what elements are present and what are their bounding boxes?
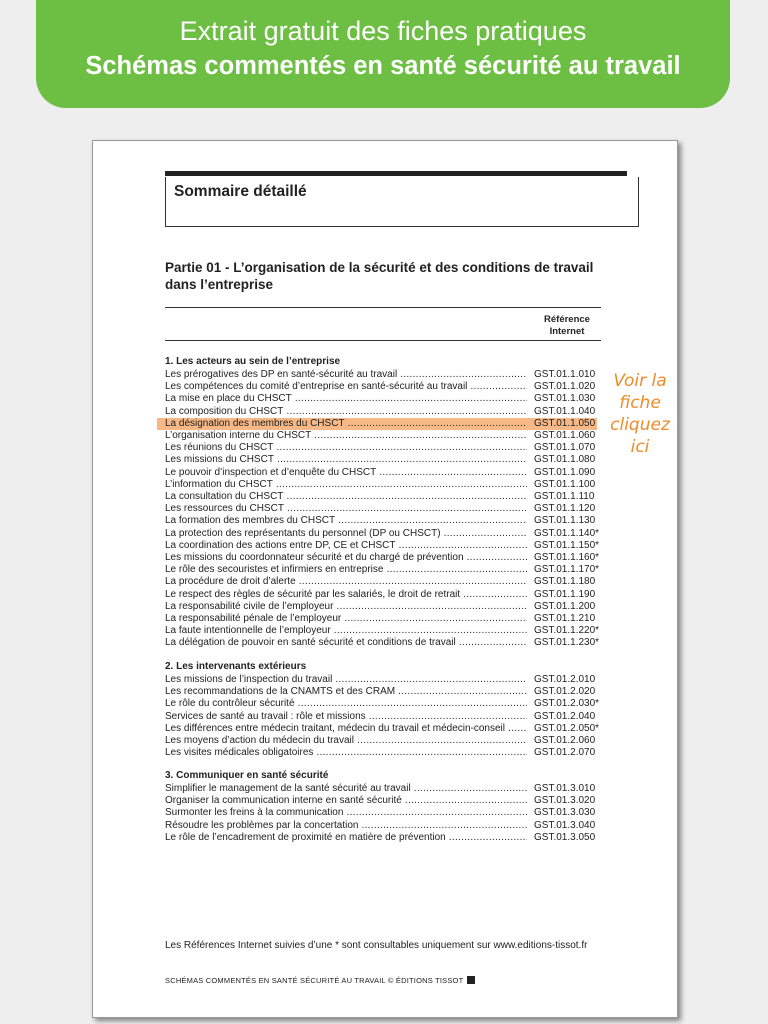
- reference-header-line-1: Référence: [544, 314, 590, 325]
- toc-entry-text: La délégation de pouvoir en santé sécurité et conditions de travail .....: [165, 637, 527, 649]
- toc-entry-reference: GST.01.1.100: [534, 478, 596, 490]
- footnote: Les Références Internet suivies d’une * sont consultables uniquement sur www.editions-tissot.fr: [165, 940, 588, 951]
- toc-entry-reference: GST.01.1.030: [534, 393, 596, 405]
- footer-text: SCHÉMAS COMMENTÉS EN SANTÉ SÉCURITÉ AU TRAVAIL © ÉDITIONS TISSOT: [165, 976, 464, 985]
- header-rule: [165, 307, 601, 308]
- toc-entry-text: Les différences entre médecin traitant, médecin du travail et médecin-conseil .....: [165, 723, 527, 735]
- toc-row[interactable]: [165, 783, 605, 795]
- toc-entry-reference: GST.01.2.030*: [534, 698, 600, 710]
- toc-row[interactable]: [165, 540, 605, 552]
- toc-entry-reference: GST.01.2.040: [534, 710, 596, 722]
- toc-row[interactable]: [165, 406, 605, 418]
- toc-row[interactable]: [165, 686, 605, 698]
- toc-row[interactable]: [165, 430, 605, 442]
- toc-entry-text: Les missions de l’inspection du travail .....: [165, 674, 527, 686]
- toc-entry-reference: GST.01.1.210: [534, 613, 596, 624]
- section-title: 3. Communiquer en santé sécurité: [165, 770, 329, 781]
- toc-row[interactable]: [157, 418, 597, 430]
- toc-entry-text: Les ressources du CHSCT .....: [165, 503, 527, 515]
- banner-line-1: Extrait gratuit des fiches pratiques: [179, 16, 587, 46]
- toc-entry-reference: GST.01.3.030: [534, 807, 596, 819]
- toc-entry-reference: GST.01.1.200: [534, 600, 596, 612]
- toc-row[interactable]: [165, 503, 605, 515]
- top-rule: [165, 171, 627, 176]
- page-footer: [165, 976, 475, 985]
- toc-row[interactable]: [165, 820, 605, 832]
- toc-entry-reference: GST.01.1.180: [534, 576, 596, 588]
- toc-row[interactable]: [165, 589, 605, 601]
- toc-row[interactable]: [165, 515, 605, 527]
- toc-entry-text: La faute intentionnelle de l’employeur .....: [165, 625, 527, 637]
- toc-entry-reference: GST.01.1.190: [534, 588, 596, 600]
- toc-entry-reference: GST.01.1.070: [534, 442, 596, 454]
- toc-entry-reference: GST.01.1.010: [534, 369, 596, 380]
- toc-entry-text: Le pouvoir d’inspection et d’enquête du CHSCT .....: [165, 467, 527, 479]
- toc-row[interactable]: [165, 698, 605, 710]
- header-banner: [36, 0, 730, 108]
- toc-entry-reference: GST.01.1.220*: [534, 625, 600, 637]
- toc-row[interactable]: [165, 479, 605, 491]
- toc-row[interactable]: [165, 613, 605, 625]
- toc-entry-text: Les prérogatives des DP en santé-sécurité au travail .....: [165, 369, 527, 381]
- title-box: [165, 177, 639, 227]
- toc-entry-reference: GST.01.1.150*: [534, 539, 600, 551]
- voir-line-2: fiche: [619, 393, 661, 413]
- toc-entry-reference: GST.01.3.050: [534, 831, 596, 843]
- toc-entry-reference: GST.01.1.130: [534, 515, 596, 527]
- toc-row[interactable]: [165, 807, 605, 819]
- toc-row[interactable]: [165, 393, 605, 405]
- toc-row[interactable]: [165, 442, 605, 454]
- toc-entry-reference: GST.01.2.020: [534, 686, 596, 698]
- tissot-logo-icon: [467, 976, 475, 984]
- toc-row[interactable]: [165, 491, 605, 503]
- toc-row[interactable]: [165, 381, 605, 393]
- toc-row[interactable]: [165, 723, 605, 735]
- voir-line-1: Voir la: [613, 371, 667, 391]
- toc-row[interactable]: [165, 625, 605, 637]
- toc-entry-reference: GST.01.2.050*: [534, 722, 600, 734]
- voir-la-fiche-link[interactable]: [600, 370, 680, 458]
- toc-entry-reference: GST.01.1.020: [534, 381, 596, 393]
- toc-entry-text: La coordination des actions entre DP, CE et CHSCT .....: [165, 540, 527, 552]
- toc-entry-reference: GST.01.1.170*: [534, 564, 600, 576]
- toc-entry-text: La formation des membres du CHSCT .....: [165, 515, 527, 527]
- toc-entry-text: Les compétences du comité d’entreprise en santé-sécurité au travail .....: [165, 381, 527, 393]
- toc-row[interactable]: [165, 467, 605, 479]
- toc-entry-text: Les visites médicales obligatoires .....: [165, 747, 527, 759]
- toc-entry-reference: GST.01.2.010: [534, 674, 596, 685]
- toc-row[interactable]: [165, 735, 605, 747]
- toc-entry-text: Services de santé au travail : rôle et missions .....: [165, 711, 527, 723]
- toc-row[interactable]: [165, 637, 605, 649]
- toc-row[interactable]: [165, 674, 605, 686]
- reference-header-line-2: Internet: [549, 326, 585, 337]
- toc-row[interactable]: [165, 711, 605, 723]
- toc-entry-text: Les missions du CHSCT .....: [165, 454, 527, 466]
- column-rule: [165, 340, 601, 341]
- toc-entry-text: L’information du CHSCT .....: [165, 479, 527, 491]
- toc-entry-text: La responsabilité pénale de l’employeur .....: [165, 613, 527, 625]
- toc-entry-text: Le rôle du contrôleur sécurité .....: [165, 698, 527, 710]
- toc-entry-text: Le rôle des secouristes et infirmiers en entreprise .....: [165, 564, 527, 576]
- document-page: [92, 140, 678, 1018]
- toc-entry-text: La mise en place du CHSCT .....: [165, 393, 527, 405]
- toc-row[interactable]: [165, 552, 605, 564]
- toc-entry-text: La désignation des membres du CHSCT .....: [165, 418, 527, 430]
- partie-heading: Partie 01 - L’organisation de la sécurité et des conditions de travail dans l’entreprise: [165, 260, 594, 292]
- toc-row[interactable]: [165, 795, 605, 807]
- toc-entry-reference: GST.01.3.040: [534, 819, 596, 831]
- toc-entry-text: La protection des représentants du personnel (DP ou CHSCT) .....: [165, 528, 527, 540]
- toc-entry-reference: GST.01.1.110: [534, 491, 595, 502]
- toc-entry-text: Résoudre les problèmes par la concertation .....: [165, 820, 527, 832]
- toc-row[interactable]: [165, 369, 605, 381]
- toc-row[interactable]: [165, 832, 605, 844]
- toc-entry-text: Les réunions du CHSCT .....: [165, 442, 527, 454]
- toc-entry-reference: GST.01.1.160*: [534, 552, 600, 563]
- toc-entry-reference: GST.01.1.090: [534, 466, 596, 478]
- banner-line-2: Schémas commentés en santé sécurité au travail: [85, 52, 681, 80]
- toc-entry-reference: GST.01.1.120: [534, 503, 596, 515]
- toc-entry-reference: GST.01.2.060: [534, 735, 596, 746]
- toc-entry-text: La composition du CHSCT .....: [165, 406, 527, 418]
- toc-entry-reference: GST.01.1.060: [534, 430, 596, 441]
- voir-line-3: cliquez: [610, 415, 670, 435]
- toc-entry-text: Les moyens d’action du médecin du travail .....: [165, 735, 527, 747]
- toc-entry-text: Organiser la communication interne en santé sécurité .....: [165, 795, 527, 807]
- toc-entry-reference: GST.01.1.050: [534, 417, 596, 429]
- toc-entry-text: La procédure de droit d’alerte .....: [165, 576, 527, 588]
- section-title: 2. Les intervenants extérieurs: [165, 661, 307, 672]
- toc-entry-text: Simplifier le management de la santé sécurité au travail .....: [165, 783, 527, 795]
- toc-entry-text: L’organisation interne du CHSCT .....: [165, 430, 527, 442]
- toc-row[interactable]: [165, 528, 605, 540]
- toc-entry-reference: GST.01.1.040: [534, 405, 596, 417]
- reference-header: [531, 314, 603, 338]
- toc-entry-reference: GST.01.3.010: [534, 783, 596, 794]
- toc-row[interactable]: [165, 454, 605, 466]
- voir-line-4: ici: [630, 437, 650, 457]
- toc-entry-text: Les missions du coordonnateur sécurité et du chargé de prévention .....: [165, 552, 527, 564]
- toc-entry-text: Le respect des règles de sécurité par les salariés, le droit de retrait .....: [165, 589, 527, 601]
- toc-entry-reference: GST.01.1.140*: [534, 527, 600, 539]
- toc-entry-text: Les recommandations de la CNAMTS et des CRAM .....: [165, 686, 527, 698]
- toc-entry-reference: GST.01.1.080: [534, 454, 596, 466]
- toc-entry-reference: GST.01.1.230*: [534, 637, 600, 649]
- toc-entry-text: Le rôle de l’encadrement de proximité en matière de prévention .....: [165, 832, 527, 844]
- toc-row[interactable]: [165, 576, 605, 588]
- toc-row[interactable]: [165, 601, 605, 613]
- toc-entry-text: La responsabilité civile de l’employeur .....: [165, 601, 527, 613]
- toc-row[interactable]: [165, 564, 605, 576]
- toc-entry-text: Surmonter les freins à la communication .....: [165, 807, 527, 819]
- document-title: Sommaire détaillé: [174, 183, 307, 200]
- toc-row[interactable]: [165, 747, 605, 759]
- toc-entry-reference: GST.01.2.070: [534, 747, 596, 759]
- toc-entry-text: La consultation du CHSCT .....: [165, 491, 527, 503]
- toc-entry-reference: GST.01.3.020: [534, 795, 596, 807]
- section-title: 1. Les acteurs au sein de l’entreprise: [165, 356, 341, 367]
